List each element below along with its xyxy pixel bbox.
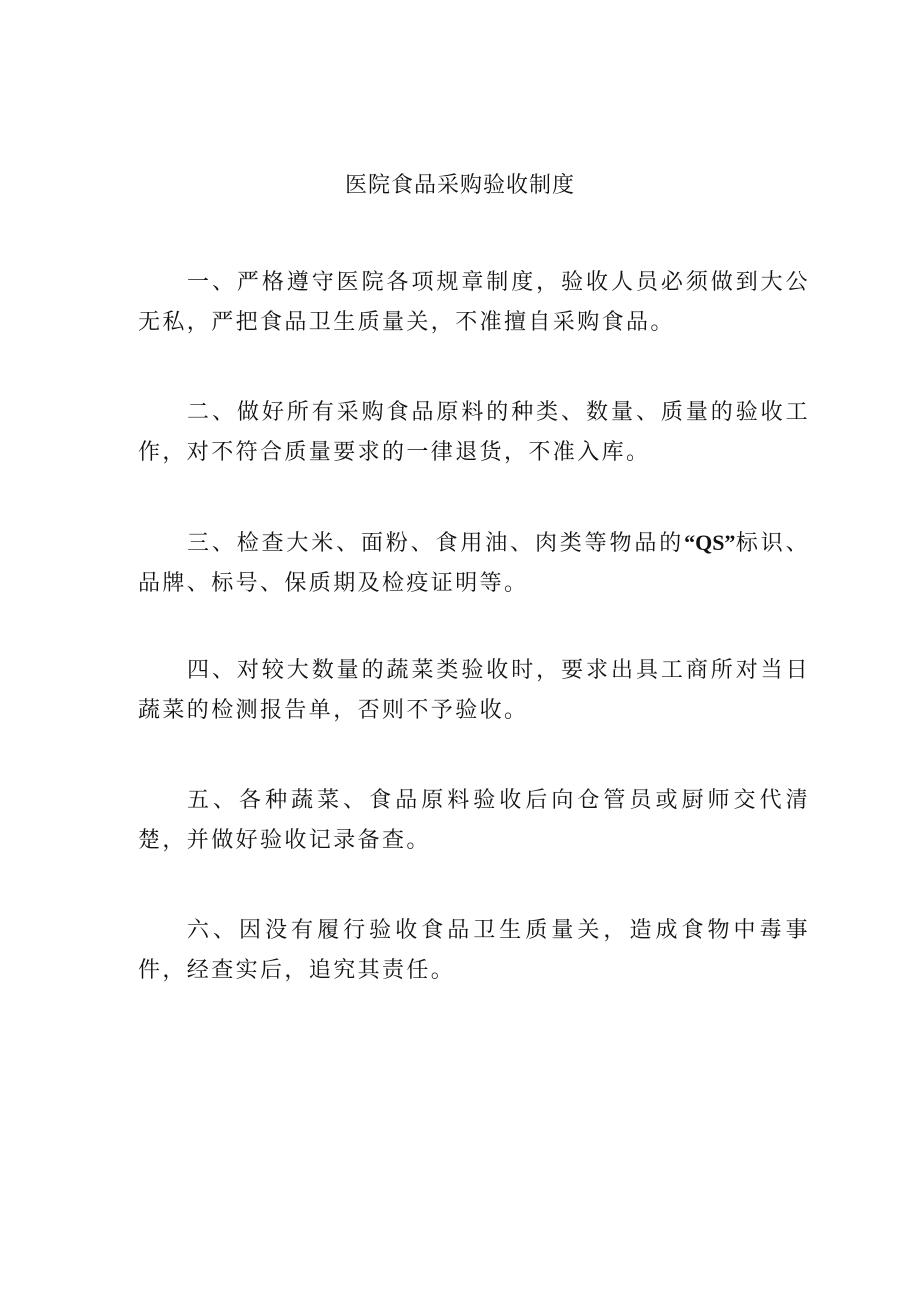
paragraph-5: 五、各种蔬菜、食品原料验收后向仓管员或厨师交代清楚，并做好验收记录备查。	[138, 788, 810, 853]
document-title: 医院食品采购验收制度	[344, 173, 575, 198]
paragraph-3-before: 三、检查大米、面粉、食用油、肉类等物品的	[187, 531, 685, 556]
paragraph-3-after: 标识、品牌、标号、保质期及检疫证明等。	[138, 531, 810, 596]
paragraph-6: 六、因没有履行验收食品卫生质量关，造成食物中毒事件，经查实后，追究其责任。	[138, 918, 810, 983]
paragraph-1: 一、严格遵守医院各项规章制度，验收人员必须做到大公无私，严把食品卫生质量关，不准擅自采购食品。	[138, 270, 810, 335]
qs-mark: “QS”	[684, 530, 736, 555]
paragraph-4: 四、对较大数量的蔬菜类验收时，要求出具工商所对当日蔬菜的检测报告单，否则不予验收。	[138, 658, 810, 723]
paragraph-2: 二、做好所有采购食品原料的种类、数量、质量的验收工作，对不符合质量要求的一律退货，不准入库。	[138, 400, 810, 465]
paragraph-3	[138, 523, 810, 604]
